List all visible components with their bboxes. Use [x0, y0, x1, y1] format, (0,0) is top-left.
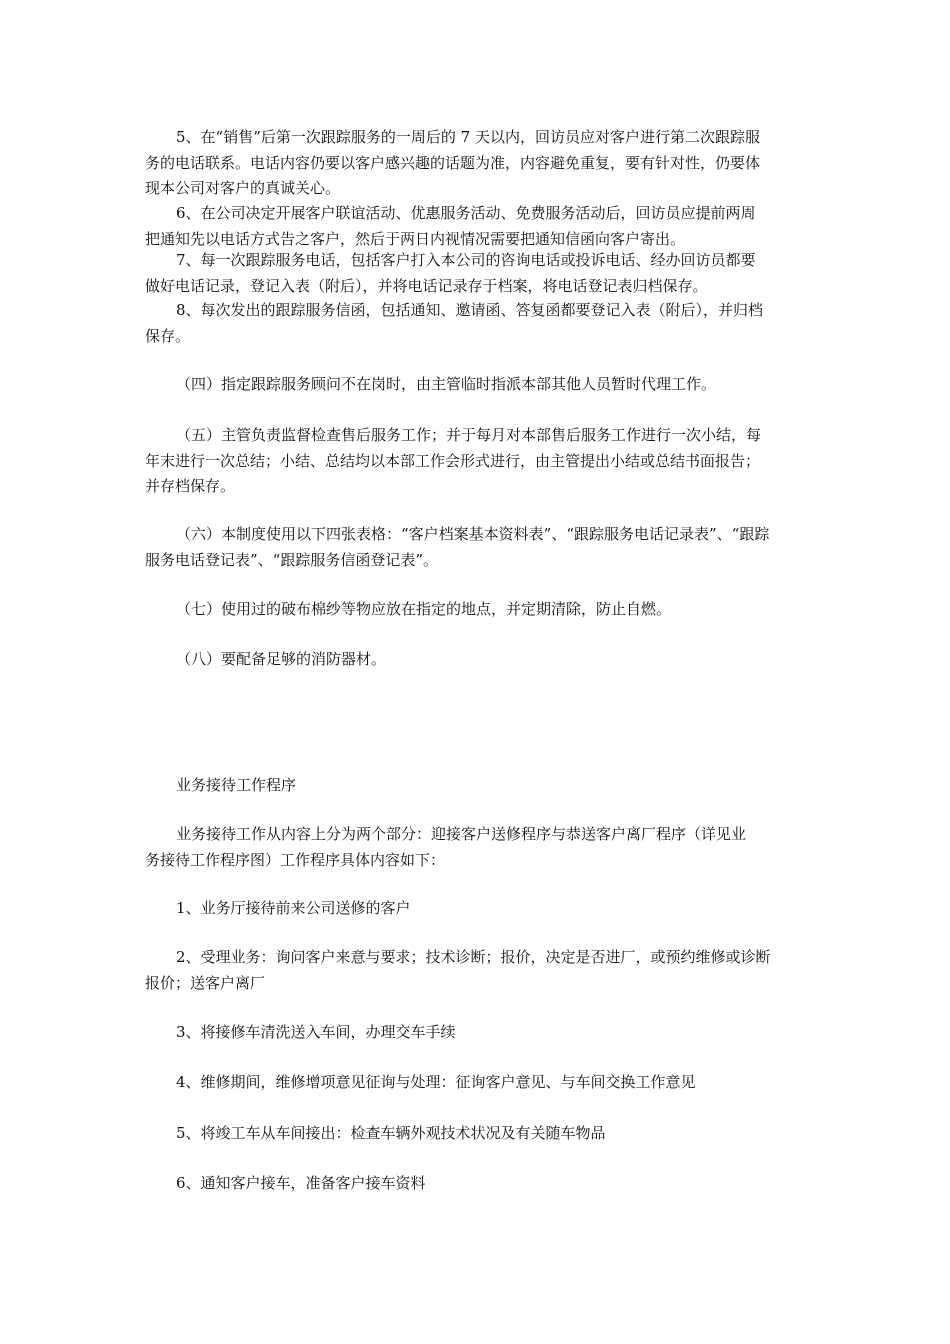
step-6: 6、通知客户接车，准备客户接车资料 — [176, 1174, 426, 1192]
text-line: 保存。 — [145, 326, 191, 345]
step-2 — [145, 945, 810, 996]
text-line: 7、每一次跟踪服务电话，包括客户打入本公司的咨询电话或投诉电话、经办回访员都要 — [176, 251, 756, 269]
step-3: 3、将接修车清洗送入车间，办理交车手续 — [176, 1023, 456, 1041]
paragraph-item-5 — [145, 125, 810, 202]
text-line: 2、受理业务：询问客户来意与要求；技术诊断；报价，决定是否进厂，或预约维修或诊断 — [176, 948, 771, 966]
step-4: 4、维修期间，维修增项意见征询与处理：征询客户意见、与车间交换工作意见 — [176, 1073, 696, 1091]
text-line: 服务电话登记表”、“跟踪服务信函登记表”。 — [145, 550, 439, 569]
paragraph-item-7 — [145, 248, 810, 299]
text-line: 6、在公司决定开展客户联谊活动、优惠服务活动、免费服务活动后，回访员应提前两周 — [176, 204, 756, 222]
paragraph-section-eight: （八）要配备足够的消防器材。 — [176, 650, 387, 668]
paragraph-section-six — [145, 522, 810, 573]
text-line: 做好电话记录，登记入表（附后），并将电话记录存于档案，将电话登记表归档保存。 — [145, 276, 708, 295]
section-title: 业务接待工作程序 — [176, 776, 297, 794]
text-line: 5、在“销售”后第一次跟踪服务的一周后的 7 天以内，回访员应对客户进行第二次跟踪服 — [176, 128, 760, 146]
paragraph-section-seven: （七）使用过的破布棉纱等物应放在指定的地点，并定期清除，防止自燃。 — [176, 600, 672, 618]
text-line: 8、每次发出的跟踪服务信函，包括通知、邀请函、答复函都要登记入表（附后），并归档 — [176, 301, 764, 319]
text-line: 报价；送客户离厂 — [145, 973, 266, 992]
paragraph-section-four: （四）指定跟踪服务顾问不在岗时，由主管临时指派本部其他人员暂时代理工作。 — [176, 375, 717, 393]
paragraph-section-five — [145, 423, 810, 500]
paragraph-item-8 — [145, 298, 810, 349]
text-line: 现本公司对客户的真诚关心。 — [145, 179, 341, 197]
step-1: 1、业务厅接待前来公司送修的客户 — [176, 899, 411, 917]
text-line: （五）主管负责监督检查售后服务工作；并于每月对本部售后服务工作进行一次小结，每 — [176, 426, 762, 444]
text-line: 业务接待工作从内容上分为两个部分：迎接客户送修程序与恭送客户离厂程序（详见业 — [176, 825, 747, 843]
text-line: 年末进行一次总结；小结、总结均以本部工作会形式进行，由主管提出小结或总结书面报告； — [145, 451, 761, 470]
text-line: （六）本制度使用以下四张表格：“客户档案基本资料表”、“跟踪服务电话记录表”、“跟踪 — [176, 525, 770, 543]
paragraph-item-6 — [145, 201, 810, 252]
text-line: 务的电话联系。电话内容仍要以客户感兴趣的话题为准，内容避免重复，要有针对性，仍要体 — [145, 153, 761, 172]
text-line: 务接待工作程序图）工作程序具体内容如下： — [145, 850, 446, 869]
text-line: 把通知先以电话方式告之客户，然后于两日内视情况需要把通知信函向客户寄出。 — [145, 229, 686, 248]
text-line: 并存档保存。 — [145, 477, 236, 495]
paragraph-intro — [145, 822, 810, 873]
step-5: 5、将竣工车从车间接出：检查车辆外观技术状况及有关随车物品 — [176, 1124, 606, 1142]
